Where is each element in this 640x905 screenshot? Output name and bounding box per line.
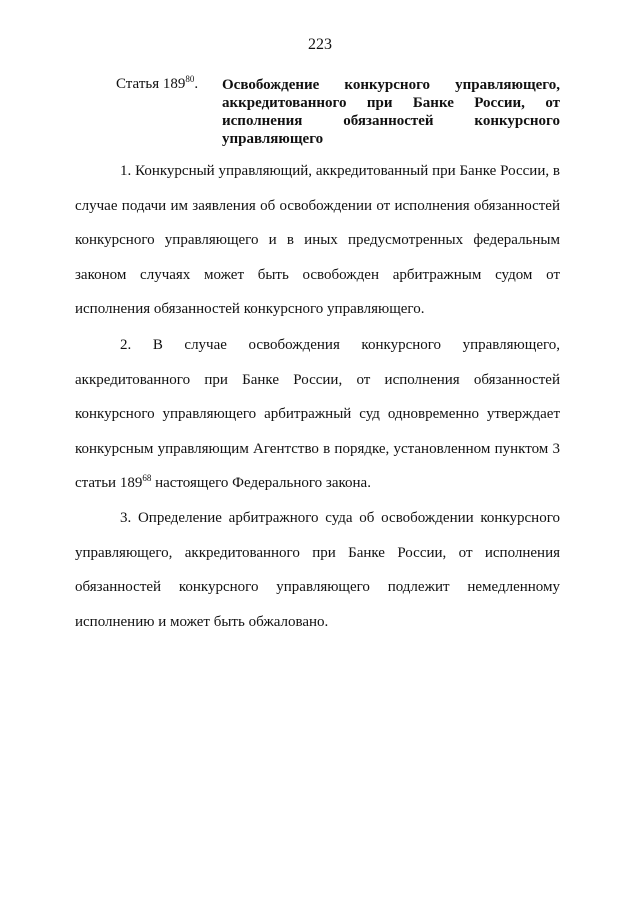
paragraph-2-text-end: настоящего Федерального закона. xyxy=(151,475,371,491)
paragraph-2-text: 2. В случае освобождения конкурсного управляющего, аккредитованного при Банке России, от исполнения обязанностей конкурсного управляющего арбитражный суд одновременно утверждает конкурсным управляющим Агентство в порядке, установленном пунктом 3 статьи 189 xyxy=(75,337,560,491)
article-label-suffix: . xyxy=(194,76,199,92)
paragraph-1: 1. Конкурсный управляющий, аккредитованный при Банке России, в случае подачи им заявления об освобождении от исполнения обязанностей конкурсного управляющего и в иных предусмотренных федеральным законом случаях может быть освобожден арбитражным судом от исполнения обязанностей конкурсного управляющего. xyxy=(75,163,560,317)
paragraph-2-superscript: 68 xyxy=(142,473,152,483)
article-title: Освобождение конкурсного управляющего, аккредитованного при Банке России, от исполнения обязанностей конкурсного управляющего xyxy=(222,77,560,147)
paragraph-3: 3. Определение арбитражного суда об освобождении конкурсного управляющего, аккредитованного при Банке России, от исполнения обязанностей конкурсного управляющего подлежит немедленному исполнению и может быть обжаловано. xyxy=(75,510,560,630)
page-number: 223 xyxy=(308,36,332,53)
article-label-text: Статья 189 xyxy=(116,76,186,92)
article-label xyxy=(116,76,198,93)
article-label-superscript: 80 xyxy=(185,74,195,84)
paragraph-2 xyxy=(75,328,560,501)
